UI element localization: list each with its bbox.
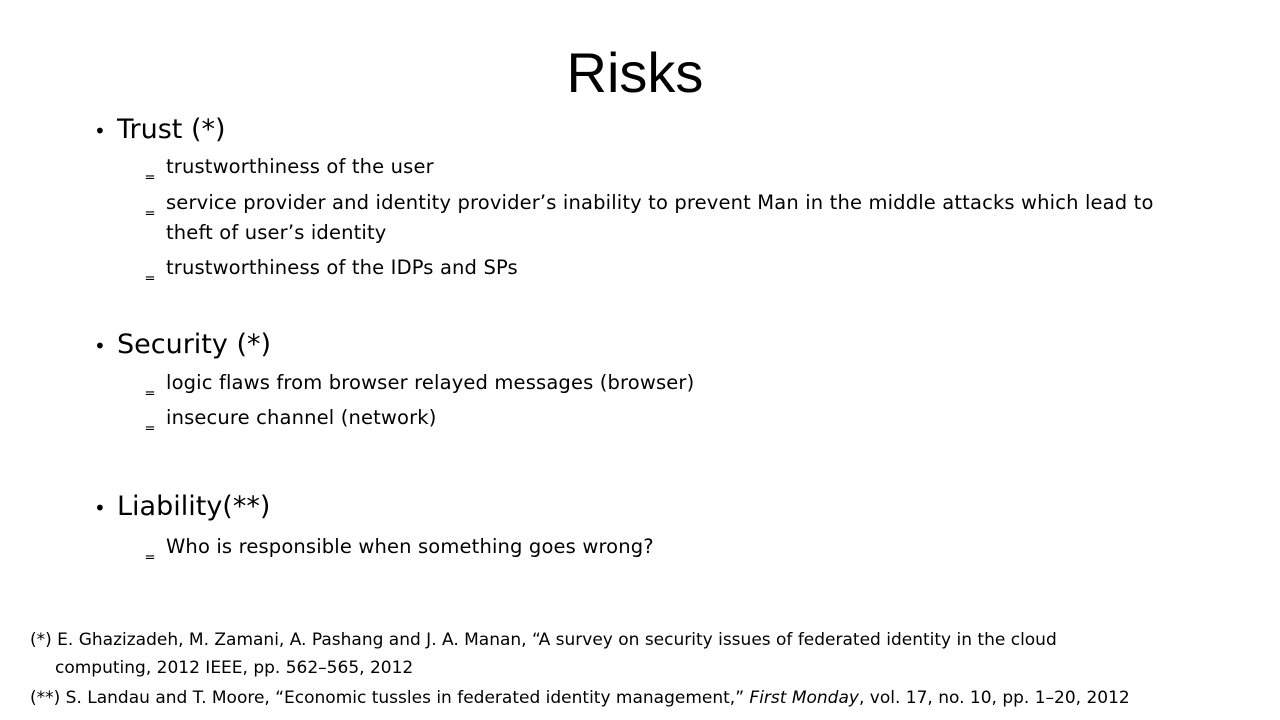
dash-icon: ‗ — [146, 376, 155, 395]
list-item-text: Who is responsible when something goes wrong? — [166, 535, 654, 558]
list-item — [146, 152, 434, 183]
list-item-text: trustworthiness of the IDPs and SPs — [166, 256, 518, 279]
section-heading-security — [94, 328, 271, 363]
list-item-text: insecure channel (network) — [166, 406, 437, 429]
bullet-icon: • — [94, 119, 106, 143]
dash-icon: ‗ — [146, 160, 155, 179]
reference-text-line2: computing, 2012 IEEE, pp. 562–565, 2012 — [55, 658, 414, 678]
slide-title: Risks — [566, 41, 704, 104]
list-item-text: service provider and identity provider’s inability to prevent Man in the middle attacks which lead to theft of user’s identity — [166, 191, 1154, 244]
dash-icon: ‗ — [146, 196, 155, 215]
reference-marker: (*) — [30, 630, 52, 650]
reference-1 — [30, 626, 1057, 654]
section-heading-label: Security (*) — [117, 329, 272, 360]
list-item — [146, 532, 654, 563]
list-item-text: trustworthiness of the user — [166, 155, 434, 178]
section-heading-trust — [94, 113, 226, 148]
list-item-text: logic flaws from browser relayed messages (browser) — [166, 371, 695, 394]
list-item — [146, 403, 436, 434]
section-heading-label: Liability(**) — [117, 491, 271, 522]
reference-2 — [30, 684, 1130, 712]
dash-icon: ‗ — [146, 261, 155, 280]
dash-icon: ‗ — [146, 540, 155, 559]
reference-text-line1: E. Ghazizadeh, M. Zamani, A. Pashang and J. A. Manan, “A survey on security issues of federated identity in the cloud — [57, 630, 1057, 650]
section-heading-liability — [94, 490, 270, 525]
reference-journal: First Monday — [749, 688, 859, 708]
section-heading-label: Trust (*) — [117, 114, 226, 145]
reference-1-continued — [30, 654, 413, 682]
list-item — [146, 368, 694, 399]
dash-icon: ‗ — [146, 411, 155, 430]
list-item — [146, 188, 1196, 248]
reference-details: , vol. 17, no. 10, pp. 1–20, 2012 — [858, 688, 1130, 708]
bullet-icon: • — [94, 496, 106, 520]
list-item — [146, 253, 518, 284]
reference-marker: (**) — [30, 688, 61, 708]
reference-text: S. Landau and T. Moore, “Economic tussles in federated identity management,” — [65, 688, 745, 708]
bullet-icon: • — [94, 334, 106, 358]
